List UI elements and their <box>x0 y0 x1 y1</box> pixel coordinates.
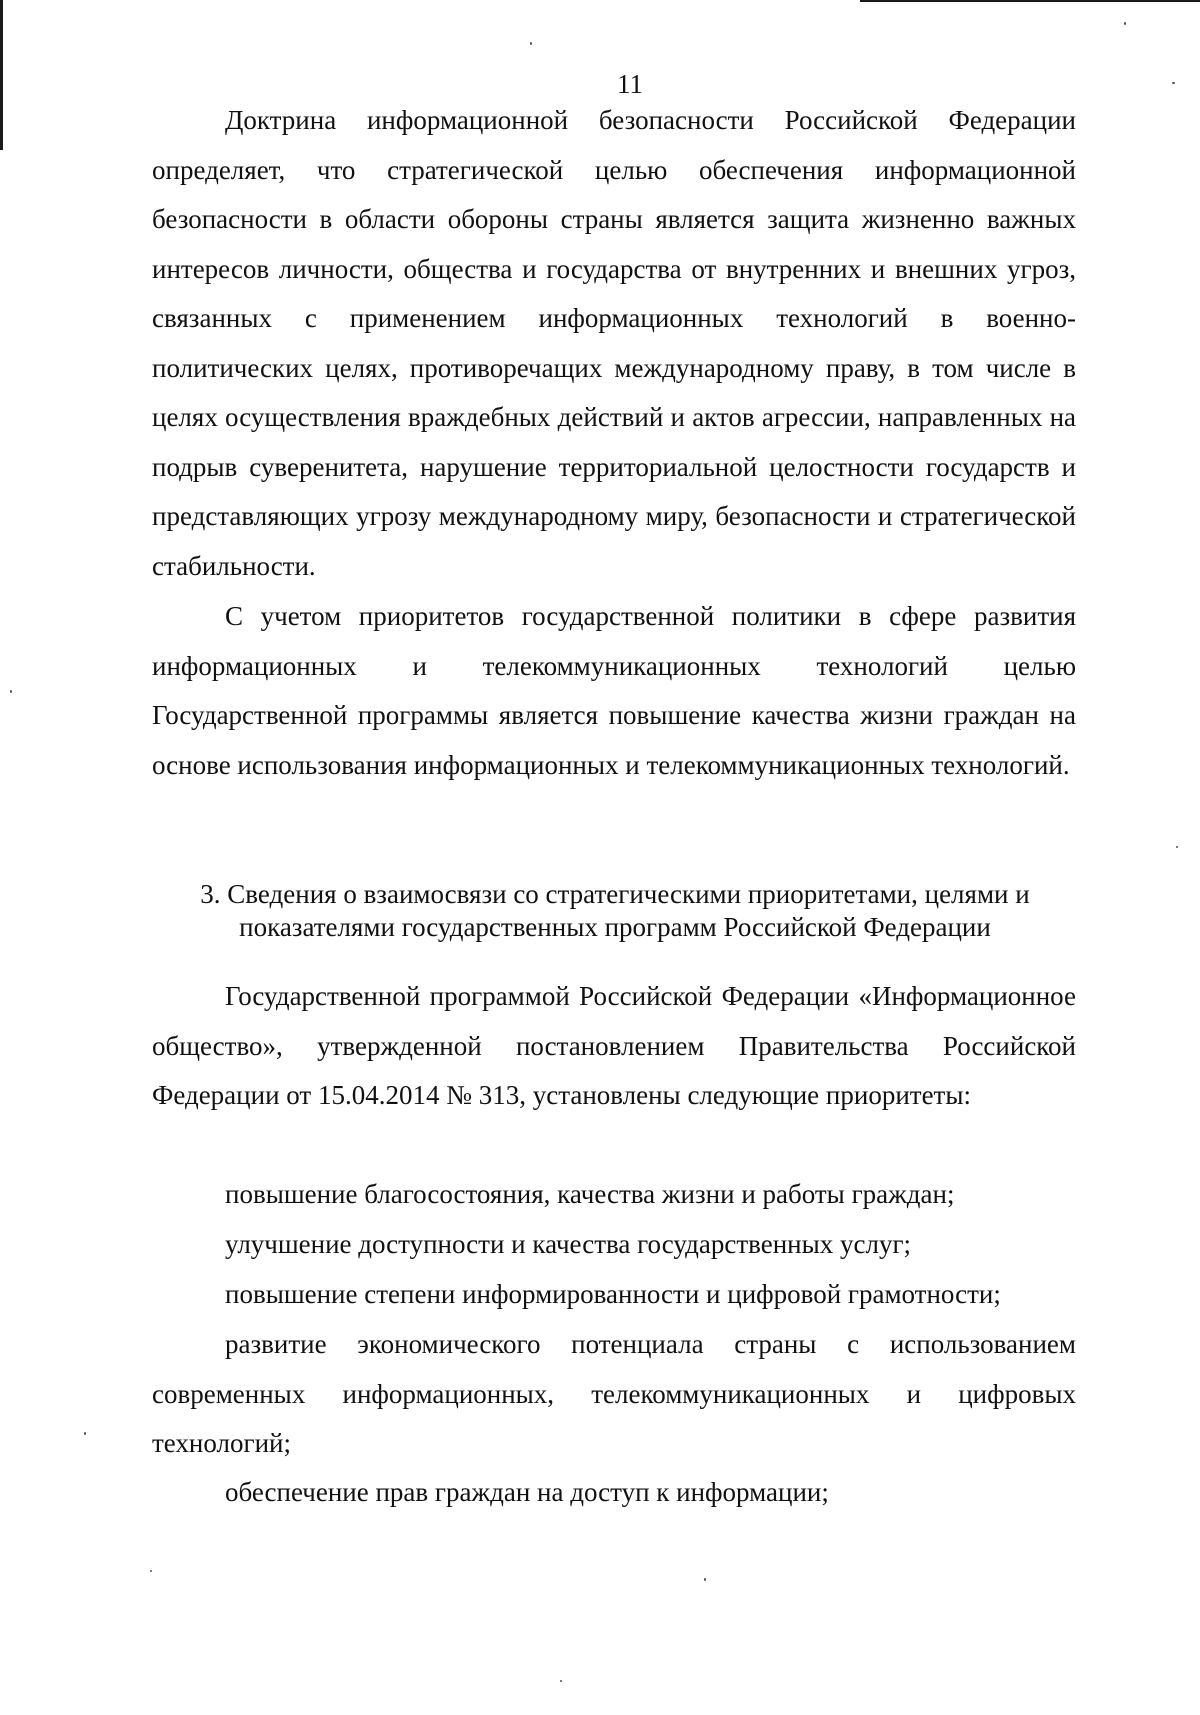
priority-item: повышение благосостояния, качества жизни и работы граждан; <box>225 1179 955 1209</box>
priority-item: повышение степени информированности и цифровой грамотности; <box>225 1279 1001 1309</box>
paragraph-doctrine: Доктрина информационной безопасности Российской Федерации определяет, что стратегической целью обеспечения информационной безопасности в области обороны страны является защита жизненно важных интересов личности, общества и государства от внутренних и внешних угроз, связанных с применением информационных технологий в военно-политических целях, противоречащих международному праву, в том числе в целях осуществления враждебных действий и актов агрессии, направленных на подрыв суверенитета, нарушение территориальной целостности государств и представляющих угрозу международному миру, безопасности и стратегической стабильности. <box>152 105 1076 581</box>
priority-item: обеспечение прав граждан на доступ к информации; <box>225 1477 829 1507</box>
scan-speck <box>150 1570 152 1572</box>
scan-speck <box>530 42 532 45</box>
priority-item: улучшение доступности и качества государственных услуг; <box>225 1229 912 1259</box>
section-heading <box>150 878 1080 944</box>
page-number: 11 <box>617 69 643 99</box>
scan-speck <box>704 1578 706 1581</box>
priority-item: развитие экономического потенциала страны с использованием современных информационных, телекоммуникационных и цифровых технологий; <box>152 1329 1076 1458</box>
section-heading-line-2: показателями государственных программ Российской Федерации <box>239 912 991 942</box>
scan-speck <box>1176 846 1178 848</box>
scan-speck <box>1172 82 1175 84</box>
paragraph-priorities-intro: Государственной программой Российской Федерации «Информационное общество», утвержденной постановлением Правительства Российской Федерации от 15.04.2014 № 313, установлены следующие приоритеты: <box>152 981 1076 1110</box>
scan-speck <box>560 1680 562 1682</box>
paragraph-program-goal: С учетом приоритетов государственной политики в сфере развития информационных и телекоммуникационных технологий целью Государственной программы является повышение качества жизни граждан на основе использования информационных и телекоммуникационных технологий. <box>152 601 1076 780</box>
scan-speck <box>1124 22 1126 25</box>
section-heading-line-1: 3. Сведения о взаимосвязи со стратегическими приоритетами, целями и <box>200 879 1030 909</box>
scan-speck <box>84 1432 86 1435</box>
scan-edge-top <box>860 0 1200 2</box>
scan-speck <box>10 690 12 693</box>
